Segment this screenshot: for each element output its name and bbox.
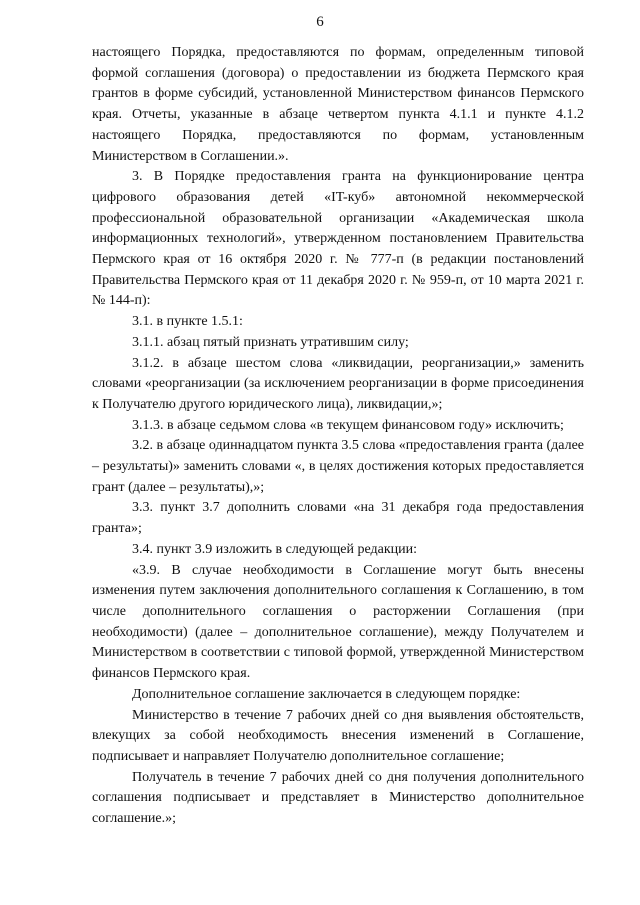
document-body xyxy=(92,43,584,830)
paragraph-item-3-2: 3.2. в абзаце одиннадцатом пункта 3.5 слова «предоставления гранта (далее – результаты)» заменить словами «, в целях достижения которых предоставляется грант (далее – результаты),»; xyxy=(92,438,584,495)
paragraph-item-3-1-3: 3.1.3. в абзаце седьмом слова «в текущем финансовом году» исключить; xyxy=(132,417,564,433)
paragraph-item-3-1: 3.1. в пункте 1.5.1: xyxy=(132,314,243,330)
paragraph-recipient-step: Получатель в течение 7 рабочих дней со дня получения дополнительного соглашения подписывает и представляет в Министерство дополнительное соглашение.»; xyxy=(92,769,584,827)
paragraph-item-3-4: 3.4. пункт 3.9 изложить в следующей редакции: xyxy=(132,541,417,557)
paragraph-item-3-1-1: 3.1.1. абзац пятый признать утратившим силу; xyxy=(132,334,409,350)
paragraph-clause-3-9: «3.9. В случае необходимости в Соглашение могут быть внесены изменения путем заключения дополнительного соглашения к Соглашению, в том числе дополнительного соглашения о расторжении Соглашения (при необходимости) (далее – дополнительное соглашение), между Получателем и Министерством в соответствии с типовой формой, утвержденной Министерством финансов Пермского края. xyxy=(92,562,584,682)
paragraph-procedure-intro: Дополнительное соглашение заключается в следующем порядке: xyxy=(132,686,521,702)
paragraph-continuation: настоящего Порядка, предоставляются по формам, определенным типовой формой соглашения (договора) о предоставлении из бюджета Пермского края грантов в форме субсидий, установленной Министерством финансов Пермского края. Отчеты, указанные в абзаце четвертом пункта 4.1.1 и пункте 4.1.2 настоящего Порядка, предоставляются по формам, установленным Министерством в Соглашении.». xyxy=(92,45,584,164)
page-number: 6 xyxy=(316,14,324,30)
paragraph-item-3-1-2: 3.1.2. в абзаце шестом слова «ликвидации, реорганизации,» заменить словами «реорганизации (за исключением реорганизации в форме присоединения к Получателю другого юридического лица), ликвидации,»; xyxy=(92,355,584,412)
paragraph-item-3-3: 3.3. пункт 3.7 дополнить словами «на 31 декабря года предоставления гранта»; xyxy=(92,500,584,537)
paragraph-item-3: 3. В Порядке предоставления гранта на функционирование центра цифрового образования детей «IT-куб» автономной некоммерческой профессиональной образовательной организации «Академическая школа информационных технологий», утвержденном постановлением Правительства Пермского края от 16 октября 2020 г. № 777-п (в редакции постановлений Правительства Пермского края от 11 декабря 2020 г. № 959-п, от 10 марта 2021 г. № 144-п): xyxy=(92,169,584,309)
paragraph-ministry-step: Министерство в течение 7 рабочих дней со дня выявления обстоятельств, влекущих за собой необходимость внесения изменений в Соглашение, подписывает и направляет Получателю дополнительное соглашение; xyxy=(92,707,584,764)
